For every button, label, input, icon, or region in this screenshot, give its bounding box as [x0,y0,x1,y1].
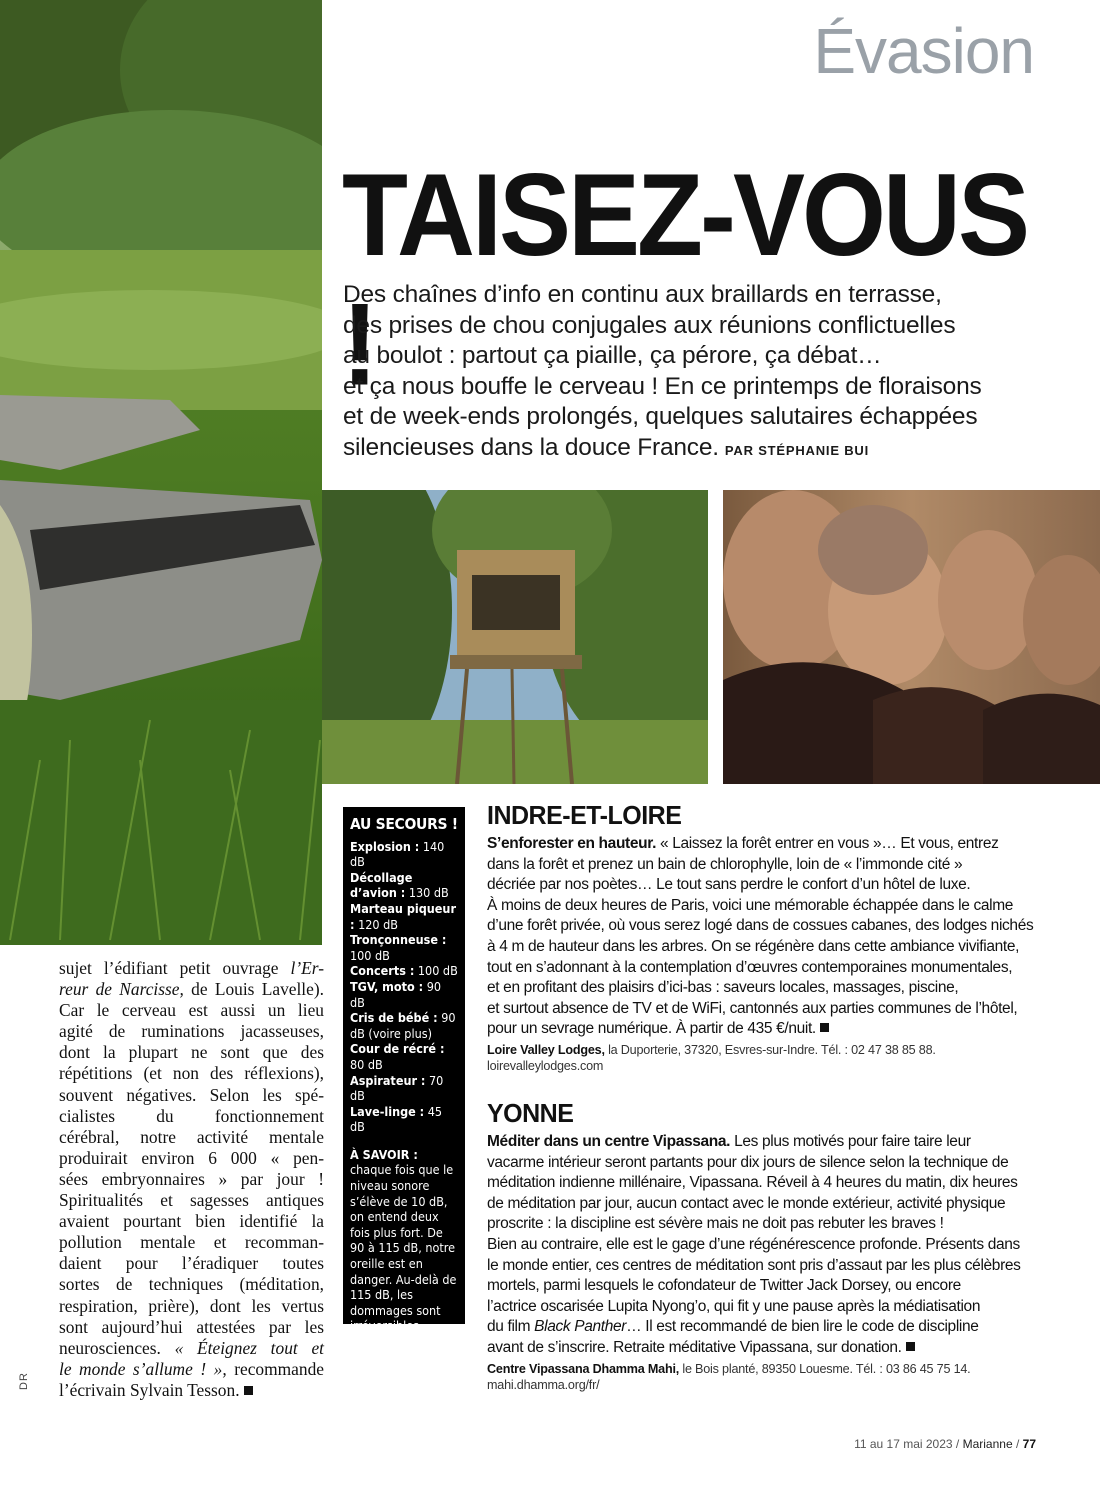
noise-label: TGV, moto : [350,978,424,994]
standfirst-line: et de week-ends prolongés, quelques salutaires échappées [343,403,978,430]
contact-name: Centre Vipassana Dhamma Mahi, [487,1361,680,1376]
text-line [487,1317,1062,1338]
text-segment: recommande [226,1358,325,1379]
byline: PAR STÉPHANIE BUI [724,442,870,458]
text-line [487,834,1062,855]
text-line: cérébral, notre activité mentale [59,1126,324,1147]
text-line: méditation indienne millénaire, Vipassana. Réveil à 4 heures du matin, dix heures [487,1174,1018,1192]
noise-item [350,1041,458,1072]
issue-date: 11 au 17 mai 2023 / [854,1437,963,1451]
text-line [59,958,324,979]
text-segment: l’écrivain Sylvain Tesson. [59,1379,240,1400]
noise-value: 45 dB [350,1103,443,1135]
sidebar-note [350,1147,458,1334]
text-line: dans la forêt et prenez un bain de chlorophylle, loin de « l’immonde cité » [487,855,963,873]
contact-details: le Bois planté, 89350 Louesme. Tél. : 03 86 45 75 14. [679,1361,971,1376]
noise-value: 90 dB [350,978,442,1010]
noise-item [350,932,458,963]
article-indre-et-loire [487,800,1062,1074]
noise-label: Cris de bébé : [350,1010,438,1026]
text-line: dont la plupart ne sont que des [59,1042,324,1063]
text-line: de méditation par jour, aucun contact avec le monde extérieur, activité physique [487,1194,1006,1212]
text-line: proscrite : la discipline est sévère mais ne doit pas rebuter les braves ! [487,1215,944,1233]
text-segment: Les plus motivés pour faire taire leur [730,1133,971,1150]
noise-value: 80 dB [350,1056,383,1072]
noise-label: Concerts : [350,963,415,979]
text-segment: avant de s’inscrire. Retraite méditative Vipassana, sur donation. [487,1338,902,1356]
standfirst-line: Des chaînes d’info en continu aux braillards en terrasse, [343,281,942,308]
text-line: sées embryonnaires » par jour ! [59,1168,324,1189]
article-contact [487,1361,1062,1393]
standfirst-line: et ça nous bouffe le cerveau ! En ce printemps de floraisons [343,372,982,400]
text-line: vacarme intérieur seront partants pour dix jours de silence selon la technique de [487,1153,1009,1171]
article-contact [487,1042,1062,1074]
text-line [487,1338,1062,1359]
article-heading: INDRE-ET-LOIRE [487,801,682,831]
text-segment: … Il est recommandé de bien lire le code de discipline [626,1318,979,1336]
noise-label: Tronçonneuse : [350,932,447,948]
text-line: produirait environ 6 000 « pen- [59,1147,324,1168]
standfirst [343,280,1043,466]
text-segment: de Louis Lavelle). [183,979,324,1000]
noise-item [350,1010,458,1041]
noise-value: 90 dB (voire plus) [350,1010,456,1041]
noise-item [350,870,458,901]
contact-line [487,1361,1062,1377]
article-heading: YONNE [487,1099,574,1129]
text-line: et surtout absence de TV et de WiFi, cantonnés aux parties communes de l’hôtel, [487,999,1018,1017]
sidebar-title: AU SECOURS ! [350,815,458,833]
noise-label: Aspirateur : [350,1072,426,1088]
standfirst-line: au boulot : partout ça piaille, ça pérore, ça débat… [343,342,882,369]
standfirst-line-last [343,433,1043,467]
text-line [59,1380,324,1401]
text-line: l’actrice oscarisée Lupita Nyong’o, qui fit y une pause après la médiatisation [487,1297,981,1315]
film-title: Black Panther [534,1318,627,1336]
text-line: décriée par nos poètes… Le tout sans perdre le confort d’un hôtel de luxe. [487,876,971,894]
end-mark [820,1023,829,1032]
text-line: pollution mentale et recomman- [59,1232,324,1253]
contact-website[interactable]: loirevalleylodges.com [487,1058,604,1073]
sidebar-noise-levels [343,807,465,1334]
text-line [59,1359,324,1380]
text-line: d’une forêt privée, où vous serez logé dans de cossues cabanes, des lodges nichés [487,917,1034,935]
text-segment: sujet l’édifiant petit ouvrage [59,958,291,978]
photo-credit: DR [18,1372,30,1390]
publication-name: Marianne [962,1437,1013,1451]
standfirst-line: des prises de chou conjugales aux réunions conflictuelles [343,311,956,339]
article-body [487,834,1062,1040]
text-line [487,1132,1062,1153]
text-line [59,1338,324,1359]
text-line: Car le cerveau est aussi un lieu [59,1000,324,1021]
folio-separator: / [1012,1437,1023,1451]
text-segment: du film [487,1318,535,1336]
text-line: À moins de deux heures de Paris, voici une mémorable échappée dans le calme [487,896,1014,914]
noise-value: 100 dB [414,963,458,979]
text-line: mortels, parmi lesquels le cofondateur de Twitter Jack Dorsey, ou encore [487,1277,961,1295]
text-line: cialistes du fonctionnement [59,1105,324,1126]
contact-website[interactable]: mahi.dhamma.org/fr/ [487,1377,600,1392]
book-title: l’Er- [290,958,324,978]
photo-meadow-resting-person [0,0,322,945]
noise-item [350,979,458,1010]
text-line: souvent négatives. Selon les spé- [59,1084,324,1105]
left-column-text [59,958,324,1401]
noise-item [350,839,458,870]
photo-meditating-people [723,490,1100,784]
noise-label: Explosion : [350,838,420,854]
text-line: Spiritualités et sagesses antiques [59,1190,324,1211]
end-mark [906,1342,915,1351]
photo-treehouse-lodge [322,490,708,784]
noise-value: 100 dB [350,947,390,963]
article-body [487,1132,1062,1359]
text-line: Bien au contraire, elle est le gage d’une régénérescence profonde. Présents dans [487,1235,1020,1253]
noise-value: 130 dB [405,885,449,901]
text-line: sont aujourd’hui attestées par les [59,1316,324,1337]
text-segment: neurosciences. [59,1337,175,1358]
note-label: À SAVOIR : [350,1146,418,1162]
page-number: 77 [1022,1437,1036,1451]
text-line [59,979,324,1000]
noise-item [350,1104,458,1135]
note-text: chaque fois que le niveau sonore s’élève de 10 dB, on entend deux fois plus fort. De 90 à 115 dB, notre oreille est en danger. Au-delà de 115 dB, les dommages sont irréversibles. [350,1162,457,1334]
noise-item [350,1073,458,1104]
text-line: respiration, prière), dont les vertus [59,1295,324,1316]
text-line: tout en s’adonnant à la contemplation d’œuvres contemporaines monumentales, [487,958,1013,976]
text-line: agité de ruminations jacasseuses, [59,1021,324,1042]
article-lead: S’enforester en hauteur. [487,835,657,852]
noise-label: Décollage d’avion : [350,869,413,901]
book-title-end: reur de Narcisse, [59,979,184,1000]
standfirst-line-text: silencieuses dans la douce France. [343,433,719,461]
contact-line [487,1042,1062,1058]
text-line: daient pour l’éradiquer toutes [59,1253,324,1274]
page-folio [854,1437,1036,1451]
noise-label: Lave-linge : [350,1103,425,1119]
text-line [487,1019,1062,1040]
noise-value: 140 dB [350,838,445,870]
noise-value: 120 dB [354,916,398,932]
text-segment: « Laissez la forêt entrer en vous »… Et vous, entrez [656,835,999,852]
noise-label: Marteau piqueur : [350,900,456,932]
article-yonne [487,1098,1062,1393]
text-segment: pour un sevrage numérique. À partir de 435 €/nuit. [487,1020,816,1038]
noise-item [350,963,458,979]
article-lead: Méditer dans un centre Vipassana. [487,1133,731,1150]
noise-item [350,901,458,932]
quote-end: le monde s’allume ! », [59,1358,227,1379]
text-line: le monde entier, ces centres de méditation sont pris d’assaut par les plus célèbres [487,1256,1021,1274]
end-mark [244,1386,253,1395]
text-line: répétitions (et non des réflexions), [59,1063,324,1084]
headline: TAISEZ-VOUS ! [342,148,1028,410]
contact-details: la Duporterie, 37320, Esvres-sur-Indre. Tél. : 02 47 38 85 88. [604,1042,936,1057]
text-line: sortes de techniques (méditation, [59,1274,324,1295]
quote: « Éteignez tout et [174,1337,324,1358]
noise-value: 70 dB [350,1072,444,1104]
text-line: et en profitant des plaisirs d’ici-bas : saveurs locales, massages, piscine, [487,979,959,997]
text-line: à 4 m de hauteur dans les arbres. On se régénère dans cette ambiance vivifiante, [487,937,1020,955]
section-label: Évasion [813,15,1034,87]
contact-name: Loire Valley Lodges, [487,1042,605,1057]
text-line: avaient pourtant bien identifié la [59,1211,324,1232]
noise-label: Cour de récré : [350,1041,445,1057]
